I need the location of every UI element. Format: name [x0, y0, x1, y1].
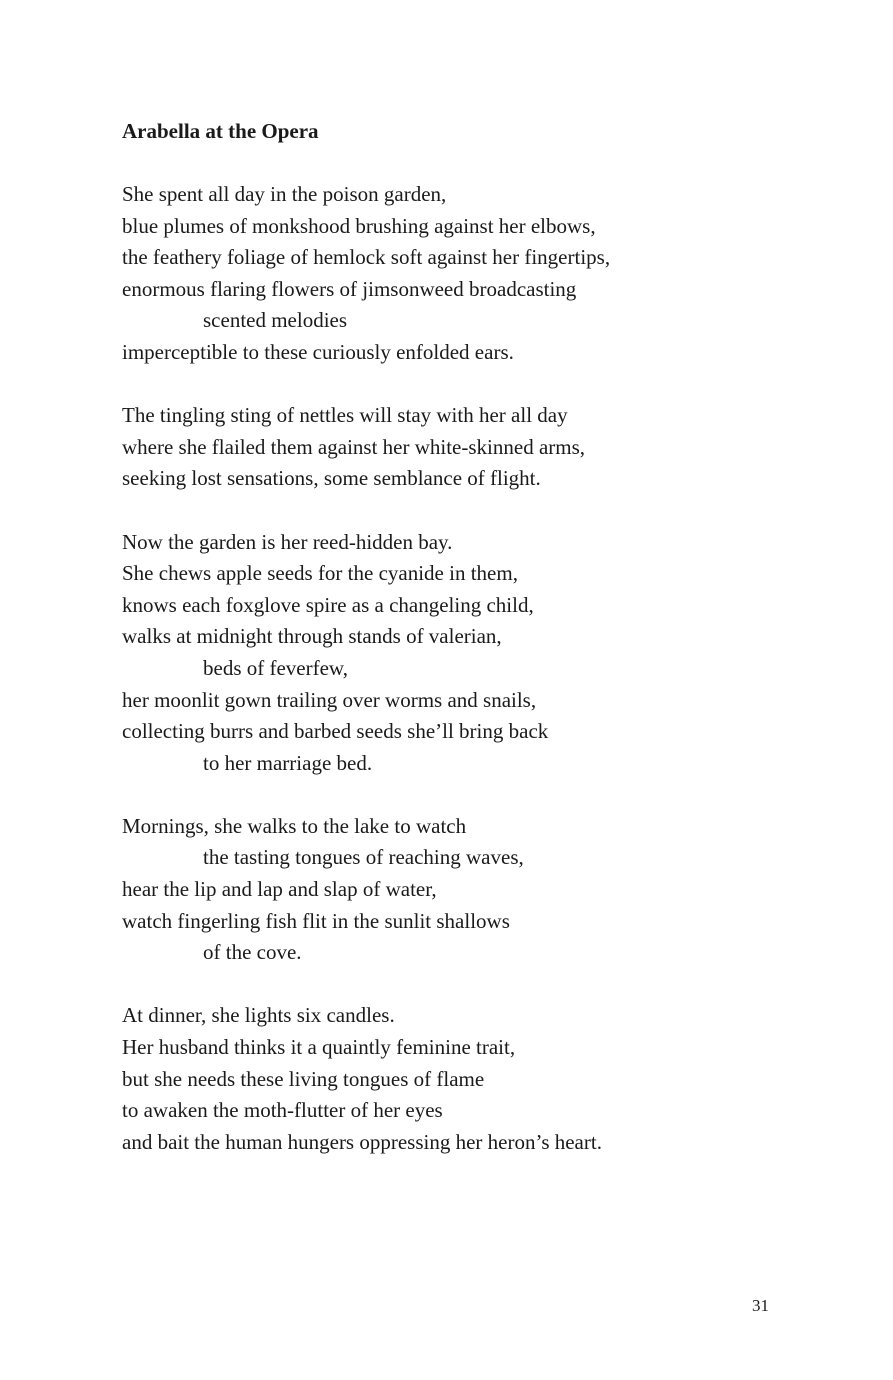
poem-line: where she flailed them against her white-skinned arms,: [122, 434, 586, 459]
poem-line: seeking lost sensations, some semblance of flight.: [122, 466, 541, 491]
poem-line: watch fingerling fish flit in the sunlit shallows: [122, 908, 510, 933]
poem-line: to awaken the moth-flutter of her eyes: [122, 1098, 443, 1123]
poem-line: the feathery foliage of hemlock soft against her fingertips,: [122, 245, 611, 270]
stanza-5: [122, 1000, 802, 1158]
poem-line-indented: the tasting tongues of reaching waves,: [203, 845, 524, 870]
stanza-3: [122, 527, 802, 780]
poem-line: enormous flaring flowers of jimsonweed broadcasting: [122, 276, 577, 301]
poem-line: Her husband thinks it a quaintly feminine trait,: [122, 1035, 516, 1060]
poem-line-indented: scented melodies: [203, 308, 348, 333]
poem-line: She spent all day in the poison garden,: [122, 182, 447, 206]
page-number: 31: [752, 1296, 769, 1315]
stanza-2: [122, 400, 802, 495]
stanza-break: [122, 779, 802, 811]
poem-line: walks at midnight through stands of valerian,: [122, 624, 502, 649]
poem-line: Mornings, she walks to the lake to watch: [122, 813, 467, 838]
stanza-1: [122, 179, 802, 369]
poem-line: hear the lip and lap and slap of water,: [122, 877, 437, 902]
poem-line: her moonlit gown trailing over worms and snails,: [122, 687, 537, 712]
poem-line: blue plumes of monkshood brushing against her elbows,: [122, 213, 596, 238]
stanza-break: [122, 369, 802, 401]
poem-line-indented: beds of feverfew,: [203, 655, 348, 680]
poem-line: At dinner, she lights six candles.: [122, 1003, 395, 1028]
poem-line: She chews apple seeds for the cyanide in them,: [122, 561, 518, 586]
poem-title: Arabella at the Opera: [122, 119, 319, 143]
stanza-break: [122, 495, 802, 527]
poem-body: [122, 179, 802, 1158]
stanza-4: [122, 811, 802, 969]
stanza-break: [122, 969, 802, 1001]
poem-line-indented: of the cove.: [203, 940, 302, 965]
poem-line: knows each foxglove spire as a changeling child,: [122, 592, 534, 617]
poem-line: collecting burrs and barbed seeds she’ll bring back: [122, 719, 549, 744]
poem-line: imperceptible to these curiously enfolded ears.: [122, 339, 514, 364]
poem-line: The tingling sting of nettles will stay with her all day: [122, 403, 568, 428]
poem-line: Now the garden is her reed-hidden bay.: [122, 529, 453, 554]
poem-line-indented: to her marriage bed.: [203, 750, 373, 775]
poem-line: but she needs these living tongues of flame: [122, 1066, 485, 1091]
poem-line: and bait the human hungers oppressing her heron’s heart.: [122, 1129, 602, 1154]
